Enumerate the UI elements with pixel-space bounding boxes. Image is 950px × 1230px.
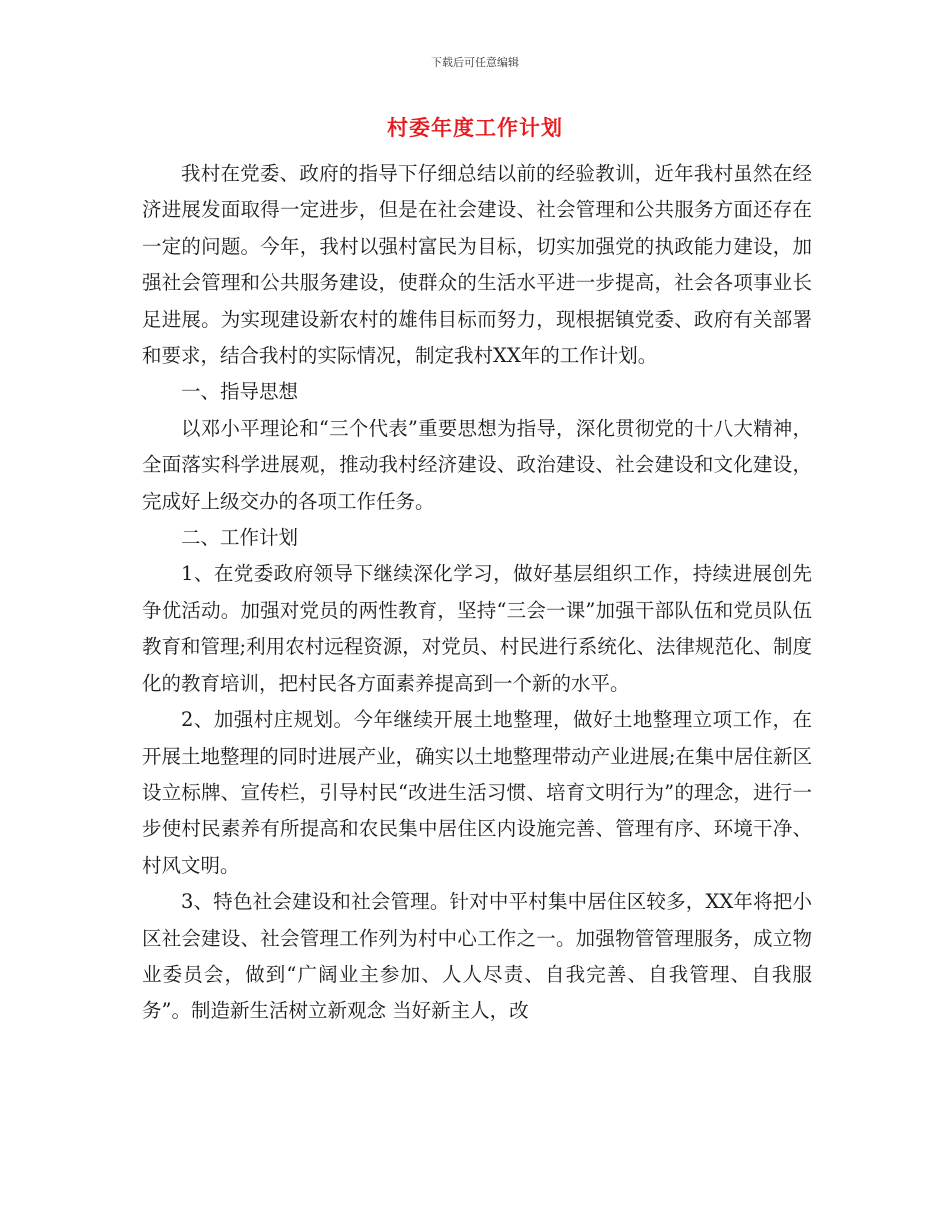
section-heading-guiding-thought: 一、指导思想 (181, 380, 299, 404)
paragraph-plan-item-1: 1、在党委政府领导下继续深化学习，做好基层组织工作，持续进展创先争优活动。加强对党员的两性教育，坚持“三会一课”加强干部队伍和党员队伍教育和管理;利用农村远程资源，对党员、村民进行系统化、法律规范化、制度化的教育培训，把村民各方面素养提高到一个新的水平。 (142, 562, 812, 695)
paragraph-intro: 我村在党委、政府的指导下仔细总结以前的经验教训，近年我村虽然在经济进展发面取得一定进步，但是在社会建设、社会管理和公共服务方面还存在一定的问题。今年，我村以强村富民为目标，切实加强党的执政能力建设，加强社会管理和公共服务建设，使群众的生活水平进一步提高，社会各项事业长足进展。为实现建设新农村的雄伟目标而努力，现根据镇党委、政府有关部署和要求，结合我村的实际情况，制定我村XX年的工作计划。 (142, 162, 812, 368)
section-heading-work-plan: 二、工作计划 (181, 526, 299, 550)
document-title: 村委年度工作计划 (387, 116, 563, 140)
paragraph-plan-item-3: 3、特色社会建设和社会管理。针对中平村集中居住区较多，XX年将把小区社会建设、社会管理工作列为村中心工作之一。加强物管管理服务，成立物业委员会，做到“广阔业主参加、人人尽责、自我完善、自我管理、自我服务”。制造新生活树立新观念 当好新主人，改 (142, 890, 812, 1023)
paragraph-plan-item-2: 2、加强村庄规划。今年继续开展土地整理，做好土地整理立项工作，在开展土地整理的同时进展产业，确实以土地整理带动产业进展;在集中居住新区设立标牌、宣传栏，引导村民“改进生活习惯、培育文明行为”的理念，进行一步使村民素养有所提高和农民集中居住区内设施完善、管理有序、环境干净、村风文明。 (142, 708, 812, 877)
document-body (142, 156, 812, 1030)
paragraph-guiding-thought: 以邓小平理论和“三个代表”重要思想为指导，深化贯彻党的十八大精神，全面落实科学进展观，推动我村经济建设、政治建设、社会建设和文化建设，完成好上级交办的各项工作任务。 (142, 416, 812, 513)
header-note: 下载后可任意编辑 (431, 56, 519, 69)
